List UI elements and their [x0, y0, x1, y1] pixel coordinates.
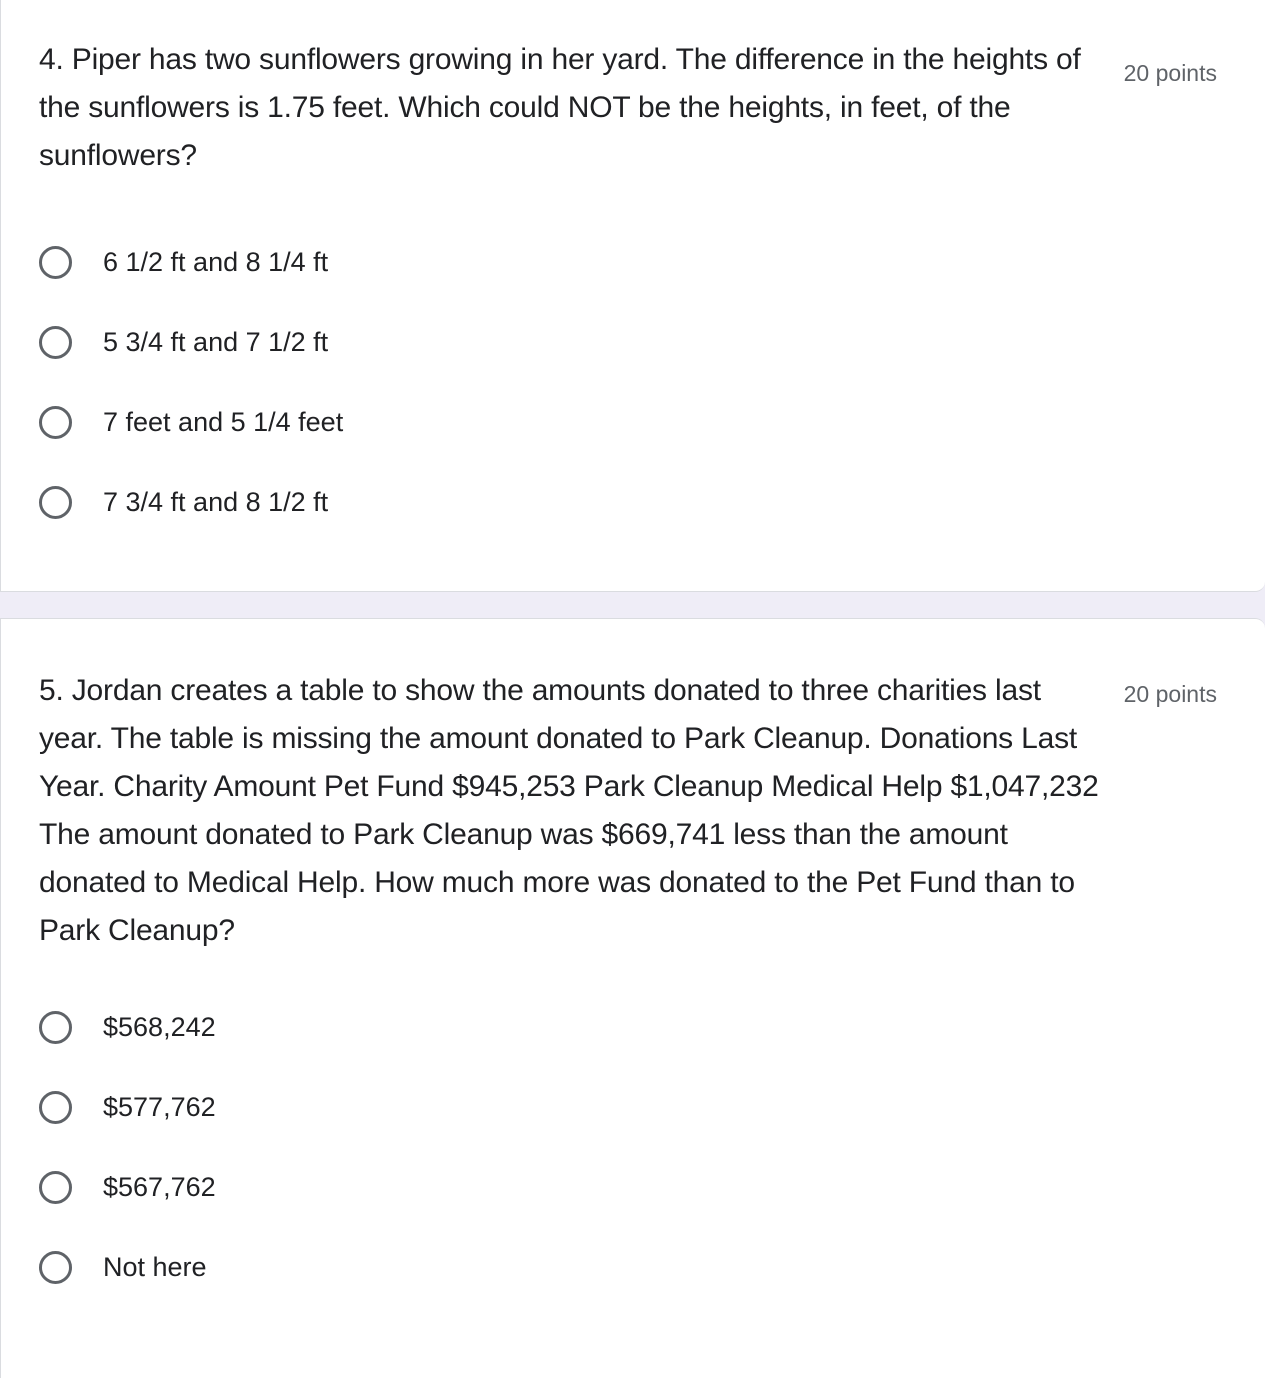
option-label[interactable]: $577,762 [103, 1091, 216, 1122]
option-radio[interactable] [39, 402, 343, 442]
radio-button-icon[interactable] [39, 486, 72, 519]
option-radio[interactable] [39, 322, 328, 362]
radio-button-icon[interactable] [39, 406, 72, 439]
option-label[interactable]: 7 3/4 ft and 8 1/2 ft [103, 486, 329, 517]
option-radio[interactable] [39, 242, 328, 282]
radio-button-icon[interactable] [39, 1091, 72, 1124]
radio-button-icon[interactable] [39, 1251, 72, 1284]
points-label: 20 points [1123, 681, 1217, 707]
option-radio[interactable] [39, 1247, 207, 1287]
option-label[interactable]: 6 1/2 ft and 8 1/4 ft [103, 246, 329, 277]
option-label[interactable]: 7 feet and 5 1/4 feet [103, 406, 344, 437]
option-radio[interactable] [39, 1087, 216, 1127]
question-card-5 [0, 618, 1265, 1378]
option-radio[interactable] [39, 1007, 216, 1047]
radio-button-icon[interactable] [39, 1171, 72, 1204]
points-label: 20 points [1123, 60, 1217, 86]
radio-button-icon[interactable] [39, 326, 72, 359]
option-label[interactable]: $567,762 [103, 1171, 216, 1202]
radio-button-icon[interactable] [39, 246, 72, 279]
option-radio[interactable] [39, 1167, 216, 1207]
question-text: 5. Jordan creates a table to show the amounts donated to three charities last year. The table is missing the amount donated to Park Cleanup. Donations Last Year. Charity Amount Pet Fund $945,253 Park Cleanup Medical Help $1,047,232 The amount donated to Park Cleanup was $669,741 less than the amount donated to Medical Help. How much more was donated to the Pet Fund than to Park Cleanup? [39, 674, 1099, 947]
option-label[interactable]: Not here [103, 1251, 207, 1282]
question-text: 4. Piper has two sunflowers growing in her yard. The difference in the heights of the sunflowers is 1.75 feet. Which could NOT be the heights, in feet, of the sunflowers? [39, 43, 1081, 172]
option-radio[interactable] [39, 482, 328, 522]
option-label[interactable]: $568,242 [103, 1011, 216, 1042]
question-card-4 [0, 0, 1265, 592]
radio-button-icon[interactable] [39, 1011, 72, 1044]
option-label[interactable]: 5 3/4 ft and 7 1/2 ft [103, 326, 329, 357]
